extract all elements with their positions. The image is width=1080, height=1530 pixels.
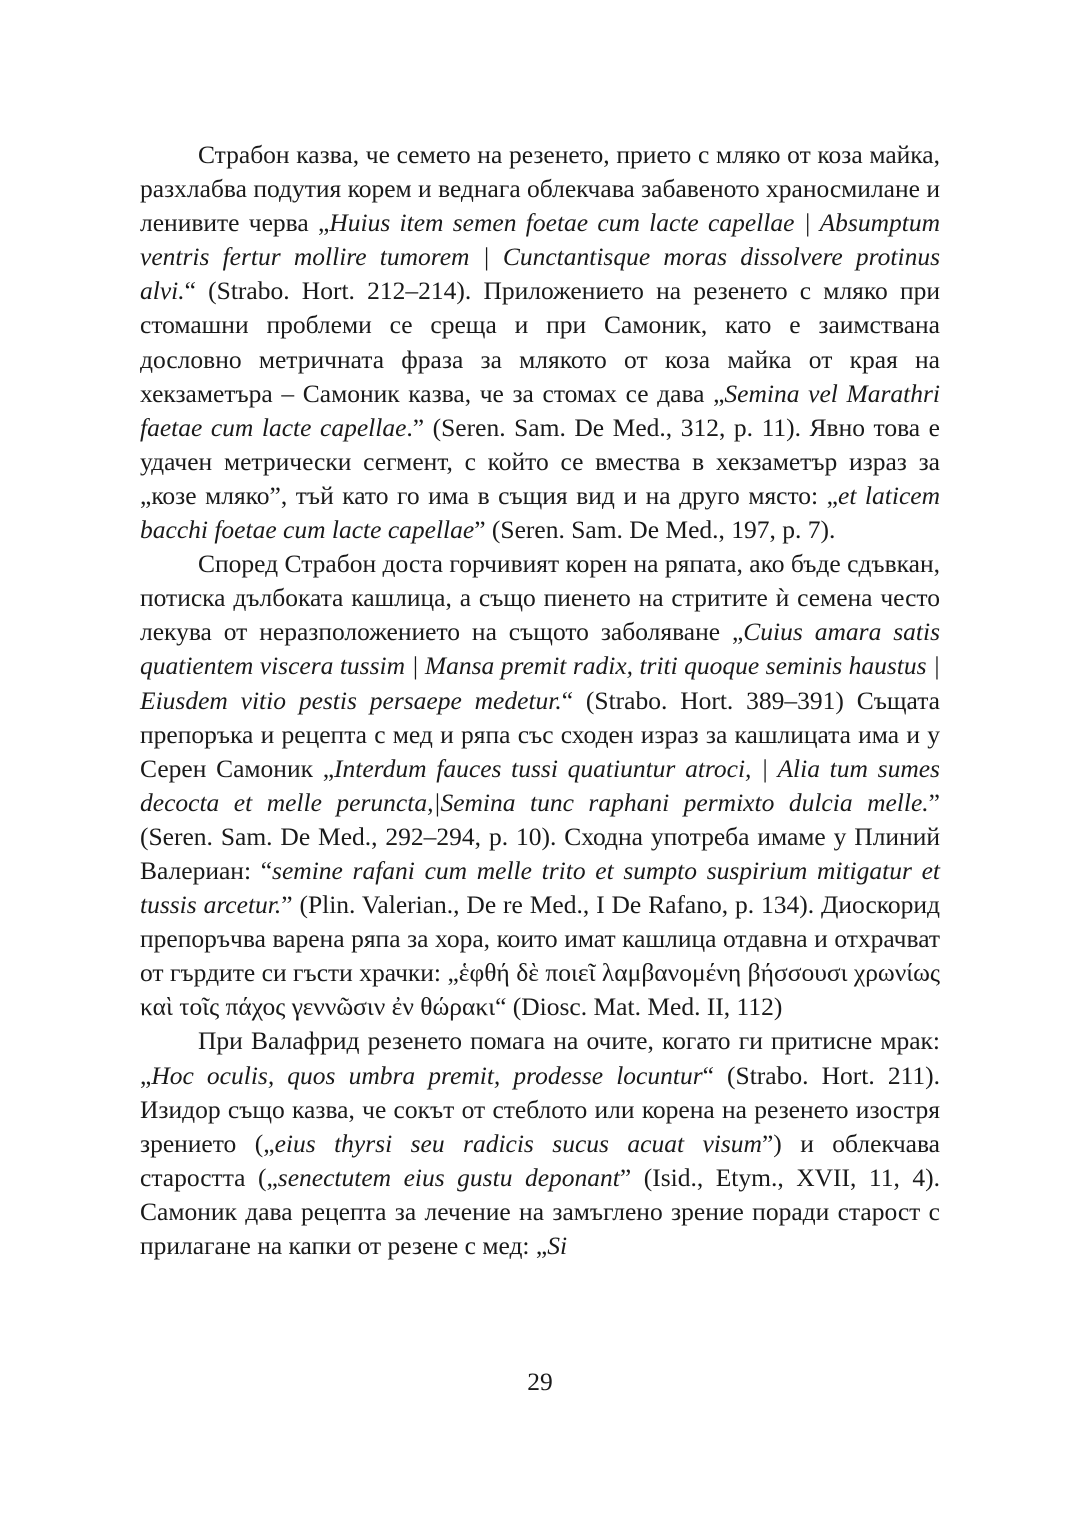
text-run: ”) и облекчава старостта („ [140, 1128, 940, 1192]
text-run: “ (Strabo. Hort. 211). Изидор също казва, че сокът от стеблото или корена на резенето изостря зрението („ [140, 1060, 940, 1158]
text-run: “ (Strabo. Hort. 389–391) Същата препоръка и рецепта с мед и ряпа със сходен израз за кашлицата има и у Серен Самоник „ [140, 685, 940, 783]
text-run: ” (Seren. Sam. De Med., 197, p. 7). [474, 515, 836, 545]
text-run: Според Страбон доста горчивият корен на ряпата, ако бъде сдъвкан, потиска дълбоката кашлица, а също пиенето на стритите ѝ семена често лекува от неразположението на същото заболяване „ [140, 549, 940, 647]
text-run: “ (Strabo. Hort. 212–214). Приложението на резенето с мляко при стомашни проблеми се среща и при Самоник, като е заимствана дословно метричната фраза за млякото от коза майка от края на хекзаметъра – Самоник казва, че за стомах се дава „ [140, 276, 940, 408]
latin-quote: Huius item semen foetae cum lacte capellae | Absumptum ventris fertur mollire tumorem | Cunctantisque moras dissolvere protinus alvi. [140, 208, 940, 306]
latin-quote: Interdum fauces tussi quatiuntur atroci, | Alia tum sumes decocta et melle peruncta,|Semina tunc raphani permixto dulcia melle. [140, 753, 940, 817]
text-run: .” (Seren. Sam. De Med., 312, p. 11). Явно това е удачен метрически сегмент, с който се вмества в хекзаметър израз за „козе мляко”, тъй като го има в същия вид и на друго място: „ [140, 412, 940, 510]
latin-quote: Hoc oculis, quos umbra premit, prodesse locuntur [151, 1060, 703, 1090]
text-run: ” (Isid., Etym., XVII, 11, 4). Самоник дава рецепта за лечение на замъглено зрение поради старост с прилагане на капки от резене с мед: „ [140, 1162, 940, 1260]
latin-quote: et laticem bacchi foetae cum lacte capellae [140, 480, 940, 545]
paragraph-strabo-fennel-milk [140, 138, 940, 547]
text-run: Страбон казва, че семето на резенето, прието с мляко от коза майка, разхлабва подутия корем и веднага облекчава забавеното храносмилане и ленивите черва „ [140, 140, 940, 238]
latin-quote: Semina vel Marathri faetae cum lacte capellae [140, 378, 940, 442]
text-run: ” (Seren. Sam. De Med., 292–294, p. 10). Сходна употреба имаме у Плиний Валериан: “ [140, 787, 940, 885]
latin-quote: senectutem eius gustu deponant [277, 1162, 620, 1192]
paragraph-fennel-eyesight [140, 1024, 940, 1263]
text-run: ” (Plin. Valerian., De re Med., I De Rafano, p. 134). Диоскорид препоръчва варена ряпа за хора, които имат кашлица отдавна и отхрачват от гърдите си гъсти храчки: „ἑφθή δὲ ποιεῖ λαμβανομένη βήσσουσι χρωνίως καὶ τοῖς πάχος γεννῶσιν ἐν θώρακι“ (Diosc. Mat. Med. II, 112) [140, 890, 940, 1022]
page-number: 29 [527, 1367, 553, 1396]
page-body [140, 138, 940, 1263]
latin-quote: Si [547, 1231, 568, 1260]
latin-quote: Cuius amara satis quatientem viscera tussim | Mansa premit radix, triti quoque seminis haustus | Eiusdem vitio pestis persaepe medetur. [140, 617, 941, 715]
latin-quote: semine rafani cum melle trito et sumpto suspirium mitigatur et tussis arcetur. [140, 855, 940, 920]
text-run: При Валафрид резенето помага на очите, когато ги притисне мрак: „ [140, 1026, 940, 1090]
paragraph-turnip-cough [140, 547, 940, 1024]
latin-quote: eius thyrsi seu radicis sucus acuat visum [274, 1128, 762, 1158]
